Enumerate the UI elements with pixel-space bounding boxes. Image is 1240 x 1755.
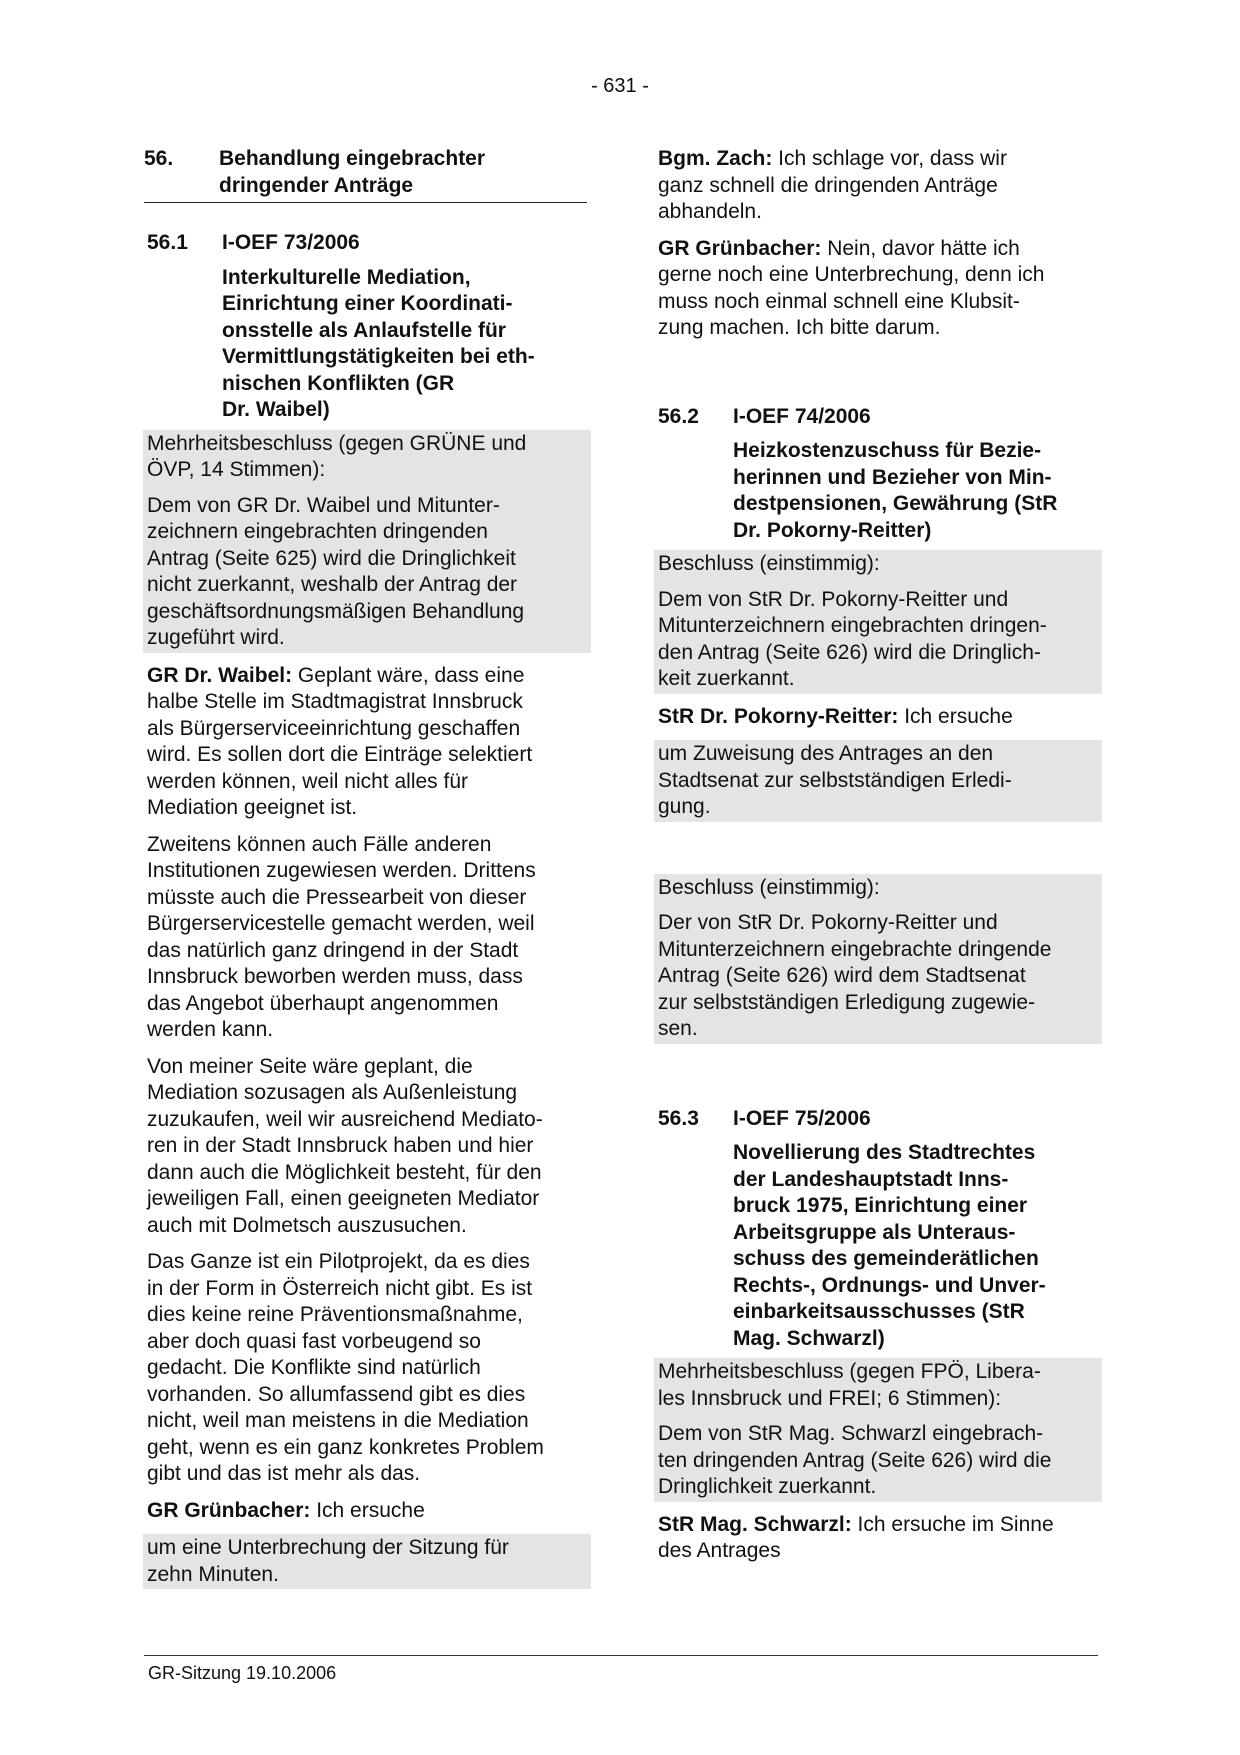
resolution-text: Dem von GR Dr. Waibel und Mitunter- zeichnern eingebrachten dringenden Antrag (Seite 625) wird die Dringlichkeit nicht zuerkannt, weshalb der Antrag der geschäftsordnungsmäßigen Behandlung zugeführt wird. — [147, 493, 525, 649]
speaker-name: Bgm. Zach: — [658, 147, 773, 170]
resolution-box — [143, 430, 591, 653]
title-line: Dr. Waibel) — [222, 398, 330, 421]
motion-title — [222, 265, 587, 424]
resolution-text: Dem von StR Mag. Schwarzl eingebrach- ten dringenden Antrag (Seite 626) wird die Dringlichkeit zuerkannt. — [658, 1422, 1052, 1498]
request-text: um Zuweisung des Antrages an den Stadtsenat zur selbstständigen Erledi- gung. — [658, 742, 1012, 818]
request-box — [143, 1534, 591, 1589]
resolution-text: Dem von StR Dr. Pokorny-Reitter und Mitunterzeichnern eingebrachten dringen- den Antrag (Seite 626) wird die Dringlich- keit zuerkannt. — [658, 587, 1047, 690]
title-line: Einrichtung einer Koordinati- — [222, 292, 513, 315]
request-text: um eine Unterbrechung der Sitzung für zehn Minuten. — [147, 1536, 509, 1586]
resolution-box — [654, 550, 1102, 694]
speech-waibel: GR Dr. Waibel: Geplant wäre, dass eine halbe Stelle im Stadtmagistrat Innsbruck als Bürgerserviceeinrichtung geschaffen wird. Es sollen dort die Einträge selektiert werden können, weil nicht alles für Mediation geeignet ist. — [147, 663, 533, 819]
section-number: 56.2 — [658, 404, 699, 428]
section-title-line: dringender Anträge — [219, 173, 414, 197]
speech-schwarzl: StR Mag. Schwarzl: Ich ersuche im Sinne des Antrages — [658, 1512, 1054, 1562]
section-56-2-heading — [658, 404, 1098, 431]
title-line: Interkulturelle Mediation, — [222, 265, 471, 289]
section-56-1-heading — [147, 230, 587, 257]
motion-title: Novellierung des Stadtrechtes der Landeshauptstadt Inns- bruck 1975, Einrichtung einer Arbeitsgruppe als Unteraus- schuss des gemeinderätlichen Rechts-, Ordnungs- und Unver- einbarkeitsausschusses (StR Mag. Schwarzl) — [733, 1141, 1046, 1350]
speaker-name: StR Dr. Pokorny-Reitter: — [658, 704, 899, 728]
section-number: 56.3 — [658, 1106, 699, 1130]
title-line: nischen Konflikten (GR — [222, 371, 455, 395]
section-title-line: Behandlung eingebrachter — [219, 147, 486, 170]
paragraph: Von meiner Seite wäre geplant, die Mediation sozusagen als Außenleistung zuzukaufen, weil wir ausreichend Mediato- ren in der Stadt Innsbruck haben und hier dann auch die Möglichkeit besteht, für den jeweiligen Fall, einen geeigneten Mediator auch mit Dolmetsch auszusuchen. — [147, 1054, 543, 1237]
speech-gruenbacher: GR Grünbacher: Ich ersuche — [147, 1498, 425, 1522]
footer-session-date: GR-Sitzung 19.10.2006 — [148, 1663, 337, 1683]
paragraph: Zweitens können auch Fälle anderen Institutionen zugewiesen werden. Drittens müsste auch die Pressearbeit von dieser Bürgerservicestelle gemacht werden, weil das natürlich ganz dringend in der Stadt Innsbruck beworben werden muss, dass das Angebot überhaupt angenommen werden kann. — [147, 832, 536, 1041]
motion-code: I-OEF 75/2006 — [733, 1106, 871, 1130]
section-number: 56. — [144, 147, 174, 170]
title-line: Vermittlungstätigkeiten bei eth- — [222, 345, 535, 368]
resolution-label: Mehrheitsbeschluss (gegen FPÖ, Libera- les Innsbruck und FREI; 6 Stimmen): — [658, 1360, 1041, 1410]
section-56-3-heading — [658, 1106, 1098, 1133]
speech-pokorny-reitter: StR Dr. Pokorny-Reitter: Ich ersuche — [658, 704, 1013, 728]
speech-zach: Bgm. Zach: Ich schlage vor, dass wir ganz schnell die dringenden Anträge abhandeln. — [658, 147, 1007, 223]
speaker-name: GR Dr. Waibel: — [147, 663, 293, 687]
footer-divider — [144, 1655, 1098, 1656]
resolution-box — [654, 1358, 1102, 1502]
left-column — [144, 146, 587, 1599]
motion-code: I-OEF 74/2006 — [733, 404, 871, 428]
paragraph: Das Ganze ist ein Pilotprojekt, da es dies in der Form in Österreich nicht gibt. Es ist dies keine reine Präventionsmaßnahme, aber doch quasi fast vorbeugend so gedacht. Die Konflikte sind natürlich vorhanden. So allumfassend gibt es dies nicht, weil man meistens in die Mediation geht, wenn es ein ganz konkretes Problem gibt und das ist mehr als das. — [147, 1250, 544, 1485]
speaker-name: GR Grünbacher: — [658, 236, 822, 260]
section-56-heading — [144, 146, 587, 203]
page-number: - 631 - — [591, 75, 649, 97]
section-number: 56.1 — [147, 231, 188, 254]
right-column — [658, 146, 1098, 1575]
resolution-text: Der von StR Dr. Pokorny-Reitter und Mitunterzeichnern eingebrachte dringende Antrag (Seite 626) wird dem Stadtsenat zur selbstständigen Erledigung zugewie- sen. — [658, 911, 1052, 1040]
motion-code: I-OEF 73/2006 — [222, 231, 360, 254]
resolution-box — [654, 874, 1102, 1044]
resolution-label: Beschluss (einstimmig): — [658, 552, 880, 575]
speech-gruenbacher: GR Grünbacher: Nein, davor hätte ich gerne noch eine Unterbrechung, denn ich muss noch einmal schnell eine Klubsit- zung machen. Ich bitte darum. — [658, 236, 1045, 339]
resolution-label: Mehrheitsbeschluss (gegen GRÜNE und ÖVP, 14 Stimmen): — [147, 431, 527, 481]
speaker-name: StR Mag. Schwarzl: — [658, 1512, 852, 1536]
motion-title: Heizkostenzuschuss für Bezie- herinnen und Bezieher von Min- destpensionen, Gewährung (StR Dr. Pokorny-Reitter) — [733, 439, 1058, 542]
request-box — [654, 740, 1102, 822]
speaker-name: GR Grünbacher: — [147, 1498, 311, 1522]
resolution-label: Beschluss (einstimmig): — [658, 875, 880, 899]
title-line: onsstelle als Anlaufstelle für — [222, 318, 506, 342]
